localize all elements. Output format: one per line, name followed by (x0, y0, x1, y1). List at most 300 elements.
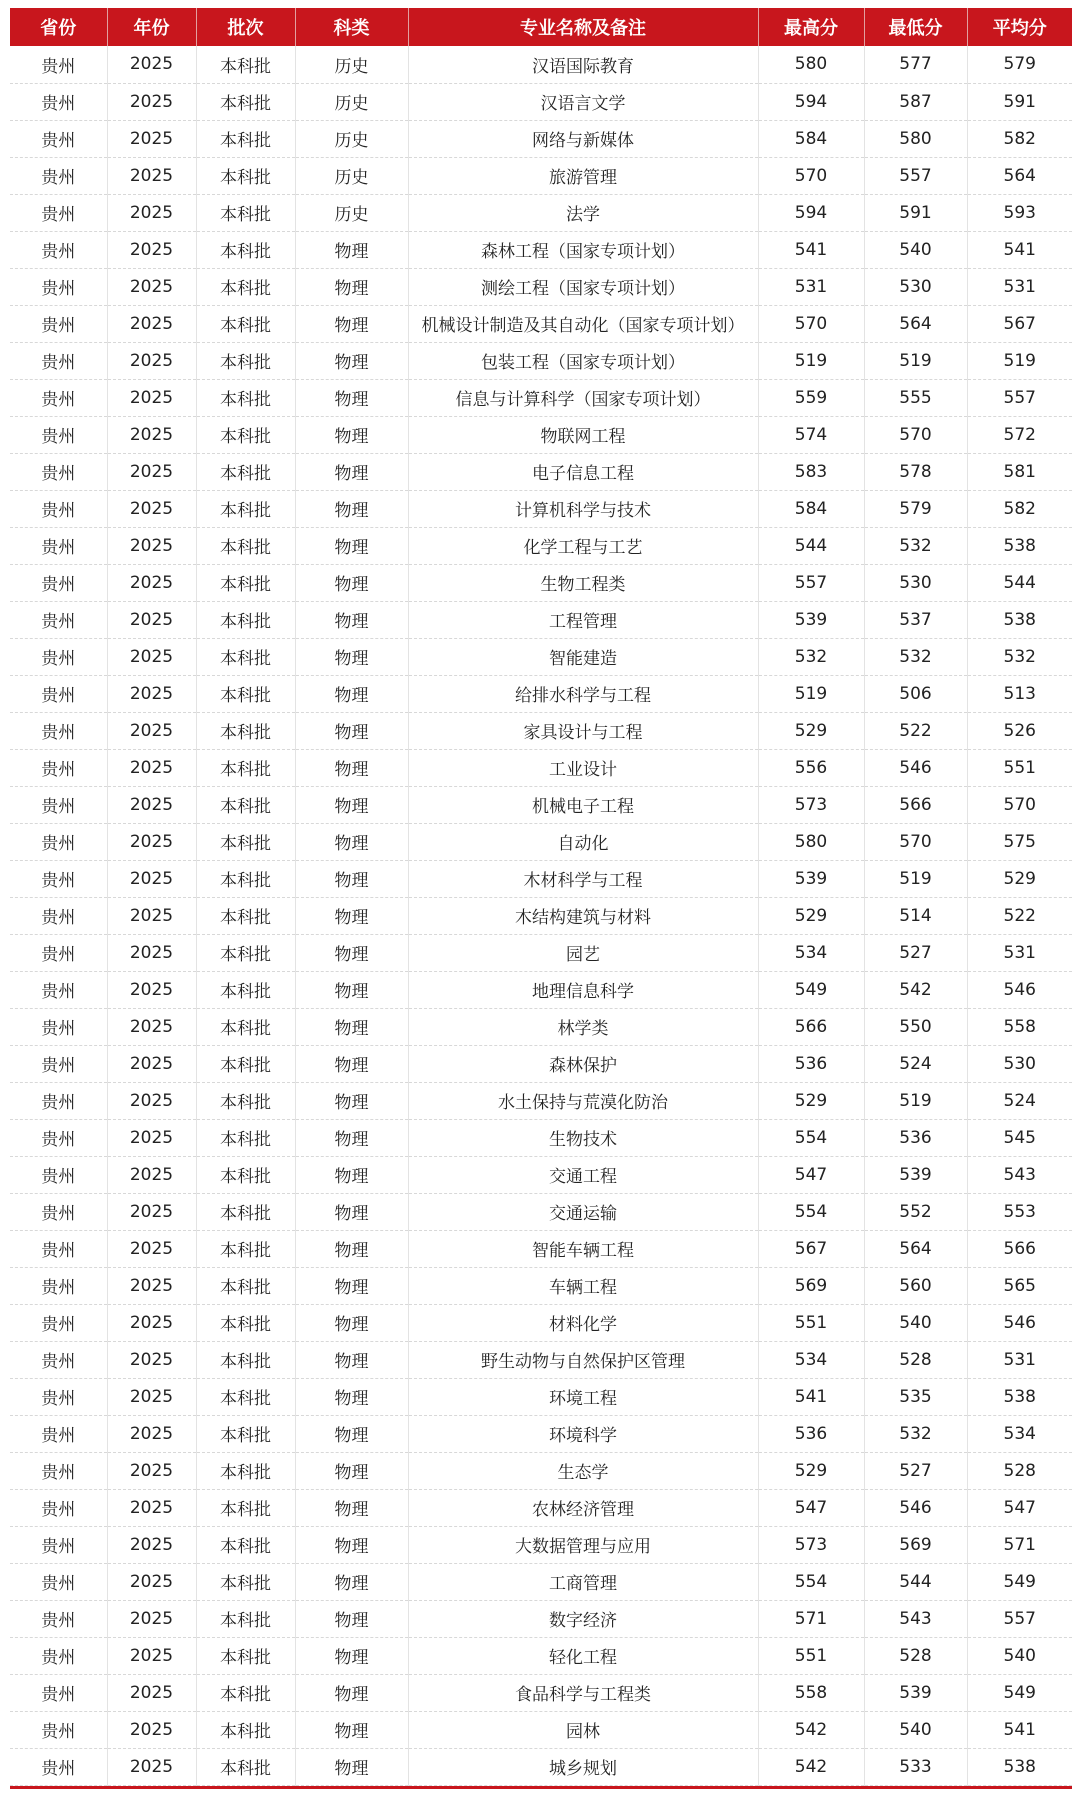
cell-avg-score: 546 (967, 971, 1072, 1008)
cell-year: 2025 (107, 194, 196, 231)
cell-province: 贵州 (10, 342, 107, 379)
cell-province: 贵州 (10, 1452, 107, 1489)
cell-province: 贵州 (10, 860, 107, 897)
cell-batch: 本科批 (196, 1008, 295, 1045)
cell-subject: 历史 (295, 83, 408, 120)
cell-year: 2025 (107, 601, 196, 638)
table-row (10, 1008, 1072, 1045)
cell-batch: 本科批 (196, 1082, 295, 1119)
cell-avg-score: 545 (967, 1119, 1072, 1156)
cell-year: 2025 (107, 490, 196, 527)
cell-batch: 本科批 (196, 194, 295, 231)
cell-year: 2025 (107, 971, 196, 1008)
cell-year: 2025 (107, 1193, 196, 1230)
cell-avg-score: 522 (967, 897, 1072, 934)
cell-major: 家具设计与工程 (408, 712, 758, 749)
cell-major: 汉语国际教育 (408, 46, 758, 83)
cell-year: 2025 (107, 1711, 196, 1748)
cell-province: 贵州 (10, 1563, 107, 1600)
table-row (10, 416, 1072, 453)
table-row (10, 1711, 1072, 1748)
cell-min-score: 540 (864, 231, 967, 268)
cell-avg-score: 582 (967, 490, 1072, 527)
cell-subject: 物理 (295, 305, 408, 342)
cell-max-score: 559 (758, 379, 864, 416)
cell-year: 2025 (107, 1230, 196, 1267)
cell-batch: 本科批 (196, 83, 295, 120)
table-row (10, 46, 1072, 83)
cell-avg-score: 541 (967, 1711, 1072, 1748)
cell-batch: 本科批 (196, 934, 295, 971)
cell-batch: 本科批 (196, 971, 295, 1008)
cell-major: 生态学 (408, 1452, 758, 1489)
cell-batch: 本科批 (196, 1193, 295, 1230)
cell-major: 汉语言文学 (408, 83, 758, 120)
cell-year: 2025 (107, 1674, 196, 1711)
cell-min-score: 552 (864, 1193, 967, 1230)
cell-province: 贵州 (10, 453, 107, 490)
cell-year: 2025 (107, 1378, 196, 1415)
table-bottom-rule (10, 1786, 1072, 1789)
cell-subject: 物理 (295, 564, 408, 601)
table-header-row (10, 8, 1072, 46)
cell-subject: 物理 (295, 268, 408, 305)
cell-avg-score: 558 (967, 1008, 1072, 1045)
cell-avg-score: 513 (967, 675, 1072, 712)
cell-province: 贵州 (10, 527, 107, 564)
cell-max-score: 549 (758, 971, 864, 1008)
header-min-score: 最低分 (864, 8, 967, 46)
table-row (10, 1748, 1072, 1785)
cell-major: 城乡规划 (408, 1748, 758, 1785)
cell-province: 贵州 (10, 1489, 107, 1526)
cell-batch: 本科批 (196, 601, 295, 638)
cell-subject: 物理 (295, 1304, 408, 1341)
cell-subject: 物理 (295, 1526, 408, 1563)
cell-year: 2025 (107, 379, 196, 416)
cell-max-score: 554 (758, 1563, 864, 1600)
cell-min-score: 577 (864, 46, 967, 83)
table-row (10, 786, 1072, 823)
cell-min-score: 537 (864, 601, 967, 638)
cell-major: 化学工程与工艺 (408, 527, 758, 564)
cell-year: 2025 (107, 1267, 196, 1304)
cell-max-score: 551 (758, 1637, 864, 1674)
cell-min-score: 519 (864, 1082, 967, 1119)
cell-major: 大数据管理与应用 (408, 1526, 758, 1563)
table-row (10, 1674, 1072, 1711)
cell-max-score: 570 (758, 157, 864, 194)
cell-batch: 本科批 (196, 1637, 295, 1674)
cell-subject: 物理 (295, 1711, 408, 1748)
cell-avg-score: 546 (967, 1304, 1072, 1341)
cell-batch: 本科批 (196, 46, 295, 83)
cell-major: 林学类 (408, 1008, 758, 1045)
cell-subject: 物理 (295, 490, 408, 527)
cell-province: 贵州 (10, 231, 107, 268)
table-row (10, 231, 1072, 268)
cell-avg-score: 553 (967, 1193, 1072, 1230)
cell-avg-score: 531 (967, 268, 1072, 305)
cell-max-score: 558 (758, 1674, 864, 1711)
cell-min-score: 566 (864, 786, 967, 823)
cell-subject: 物理 (295, 934, 408, 971)
header-year: 年份 (107, 8, 196, 46)
cell-province: 贵州 (10, 1674, 107, 1711)
cell-subject: 物理 (295, 453, 408, 490)
cell-major: 法学 (408, 194, 758, 231)
cell-province: 贵州 (10, 823, 107, 860)
cell-batch: 本科批 (196, 1674, 295, 1711)
admission-score-table (10, 8, 1072, 1786)
cell-batch: 本科批 (196, 453, 295, 490)
cell-subject: 物理 (295, 379, 408, 416)
cell-min-score: 533 (864, 1748, 967, 1785)
cell-province: 贵州 (10, 194, 107, 231)
cell-year: 2025 (107, 268, 196, 305)
cell-major: 机械设计制造及其自动化（国家专项计划） (408, 305, 758, 342)
cell-major: 森林保护 (408, 1045, 758, 1082)
cell-province: 贵州 (10, 1304, 107, 1341)
cell-major: 环境科学 (408, 1415, 758, 1452)
cell-min-score: 519 (864, 860, 967, 897)
cell-avg-score: 543 (967, 1156, 1072, 1193)
cell-province: 贵州 (10, 305, 107, 342)
cell-province: 贵州 (10, 1600, 107, 1637)
cell-min-score: 532 (864, 527, 967, 564)
cell-max-score: 569 (758, 1267, 864, 1304)
cell-avg-score: 581 (967, 453, 1072, 490)
cell-max-score: 519 (758, 675, 864, 712)
cell-batch: 本科批 (196, 1415, 295, 1452)
cell-year: 2025 (107, 1452, 196, 1489)
cell-min-score: 546 (864, 749, 967, 786)
table-row (10, 1452, 1072, 1489)
cell-year: 2025 (107, 749, 196, 786)
cell-year: 2025 (107, 786, 196, 823)
cell-major: 网络与新媒体 (408, 120, 758, 157)
cell-major: 信息与计算科学（国家专项计划） (408, 379, 758, 416)
table-row (10, 1637, 1072, 1674)
table-row (10, 675, 1072, 712)
cell-province: 贵州 (10, 749, 107, 786)
cell-year: 2025 (107, 1341, 196, 1378)
cell-min-score: 530 (864, 268, 967, 305)
cell-subject: 物理 (295, 1082, 408, 1119)
cell-max-score: 547 (758, 1156, 864, 1193)
cell-major: 农林经济管理 (408, 1489, 758, 1526)
cell-max-score: 531 (758, 268, 864, 305)
cell-avg-score: 551 (967, 749, 1072, 786)
cell-max-score: 544 (758, 527, 864, 564)
cell-major: 数字经济 (408, 1600, 758, 1637)
cell-province: 贵州 (10, 638, 107, 675)
cell-avg-score: 526 (967, 712, 1072, 749)
cell-year: 2025 (107, 1082, 196, 1119)
cell-avg-score: 566 (967, 1230, 1072, 1267)
table-row (10, 1267, 1072, 1304)
cell-major: 电子信息工程 (408, 453, 758, 490)
table-row (10, 1600, 1072, 1637)
cell-min-score: 528 (864, 1637, 967, 1674)
cell-min-score: 570 (864, 416, 967, 453)
cell-year: 2025 (107, 46, 196, 83)
cell-year: 2025 (107, 1637, 196, 1674)
cell-subject: 物理 (295, 231, 408, 268)
table-row (10, 1415, 1072, 1452)
cell-avg-score: 540 (967, 1637, 1072, 1674)
cell-avg-score: 538 (967, 527, 1072, 564)
cell-min-score: 579 (864, 490, 967, 527)
cell-min-score: 587 (864, 83, 967, 120)
cell-province: 贵州 (10, 1045, 107, 1082)
cell-subject: 历史 (295, 120, 408, 157)
cell-max-score: 547 (758, 1489, 864, 1526)
cell-min-score: 540 (864, 1711, 967, 1748)
cell-avg-score: 570 (967, 786, 1072, 823)
cell-subject: 物理 (295, 1600, 408, 1637)
cell-province: 贵州 (10, 46, 107, 83)
cell-subject: 物理 (295, 1156, 408, 1193)
cell-province: 贵州 (10, 157, 107, 194)
cell-major: 包装工程（国家专项计划） (408, 342, 758, 379)
cell-year: 2025 (107, 1563, 196, 1600)
cell-province: 贵州 (10, 1082, 107, 1119)
cell-major: 野生动物与自然保护区管理 (408, 1341, 758, 1378)
cell-batch: 本科批 (196, 786, 295, 823)
cell-major: 自动化 (408, 823, 758, 860)
cell-year: 2025 (107, 564, 196, 601)
table-row (10, 342, 1072, 379)
table-row (10, 1526, 1072, 1563)
cell-max-score: 554 (758, 1193, 864, 1230)
cell-year: 2025 (107, 1156, 196, 1193)
cell-subject: 物理 (295, 823, 408, 860)
cell-avg-score: 567 (967, 305, 1072, 342)
table-row (10, 157, 1072, 194)
cell-year: 2025 (107, 416, 196, 453)
cell-batch: 本科批 (196, 749, 295, 786)
cell-min-score: 546 (864, 1489, 967, 1526)
table-row (10, 638, 1072, 675)
cell-subject: 物理 (295, 1230, 408, 1267)
cell-province: 贵州 (10, 1711, 107, 1748)
cell-province: 贵州 (10, 490, 107, 527)
cell-province: 贵州 (10, 971, 107, 1008)
cell-min-score: 536 (864, 1119, 967, 1156)
cell-major: 工程管理 (408, 601, 758, 638)
cell-subject: 物理 (295, 1045, 408, 1082)
cell-avg-score: 547 (967, 1489, 1072, 1526)
table-row (10, 749, 1072, 786)
cell-max-score: 542 (758, 1748, 864, 1785)
cell-max-score: 573 (758, 1526, 864, 1563)
cell-province: 贵州 (10, 416, 107, 453)
cell-max-score: 529 (758, 1082, 864, 1119)
cell-avg-score: 549 (967, 1674, 1072, 1711)
cell-batch: 本科批 (196, 268, 295, 305)
cell-max-score: 573 (758, 786, 864, 823)
cell-year: 2025 (107, 305, 196, 342)
cell-province: 贵州 (10, 83, 107, 120)
cell-batch: 本科批 (196, 1119, 295, 1156)
cell-subject: 物理 (295, 1452, 408, 1489)
cell-major: 食品科学与工程类 (408, 1674, 758, 1711)
cell-avg-score: 593 (967, 194, 1072, 231)
cell-avg-score: 531 (967, 1341, 1072, 1378)
cell-min-score: 564 (864, 1230, 967, 1267)
cell-major: 测绘工程（国家专项计划） (408, 268, 758, 305)
cell-subject: 物理 (295, 749, 408, 786)
table-row (10, 823, 1072, 860)
cell-year: 2025 (107, 1304, 196, 1341)
cell-year: 2025 (107, 527, 196, 564)
cell-major: 材料化学 (408, 1304, 758, 1341)
cell-province: 贵州 (10, 1341, 107, 1378)
cell-major: 环境工程 (408, 1378, 758, 1415)
cell-min-score: 530 (864, 564, 967, 601)
cell-province: 贵州 (10, 1526, 107, 1563)
cell-major: 智能建造 (408, 638, 758, 675)
cell-min-score: 532 (864, 638, 967, 675)
cell-year: 2025 (107, 1489, 196, 1526)
cell-year: 2025 (107, 1119, 196, 1156)
cell-subject: 物理 (295, 1193, 408, 1230)
table-row (10, 453, 1072, 490)
cell-subject: 物理 (295, 1563, 408, 1600)
cell-major: 物联网工程 (408, 416, 758, 453)
cell-province: 贵州 (10, 1267, 107, 1304)
cell-batch: 本科批 (196, 1711, 295, 1748)
cell-province: 贵州 (10, 564, 107, 601)
cell-avg-score: 565 (967, 1267, 1072, 1304)
cell-max-score: 551 (758, 1304, 864, 1341)
table-body (10, 46, 1072, 1785)
header-province: 省份 (10, 8, 107, 46)
table-row (10, 1304, 1072, 1341)
cell-batch: 本科批 (196, 1156, 295, 1193)
cell-major: 森林工程（国家专项计划） (408, 231, 758, 268)
cell-batch: 本科批 (196, 120, 295, 157)
cell-subject: 物理 (295, 1674, 408, 1711)
cell-avg-score: 575 (967, 823, 1072, 860)
cell-min-score: 557 (864, 157, 967, 194)
table-row (10, 1230, 1072, 1267)
cell-avg-score: 582 (967, 120, 1072, 157)
table-row (10, 305, 1072, 342)
cell-min-score: 514 (864, 897, 967, 934)
cell-min-score: 540 (864, 1304, 967, 1341)
cell-batch: 本科批 (196, 305, 295, 342)
cell-province: 贵州 (10, 1156, 107, 1193)
cell-max-score: 539 (758, 601, 864, 638)
cell-subject: 物理 (295, 416, 408, 453)
cell-major: 交通运输 (408, 1193, 758, 1230)
cell-min-score: 532 (864, 1415, 967, 1452)
cell-year: 2025 (107, 453, 196, 490)
cell-avg-score: 528 (967, 1452, 1072, 1489)
cell-major: 交通工程 (408, 1156, 758, 1193)
cell-max-score: 554 (758, 1119, 864, 1156)
cell-major: 旅游管理 (408, 157, 758, 194)
cell-year: 2025 (107, 157, 196, 194)
cell-year: 2025 (107, 638, 196, 675)
cell-batch: 本科批 (196, 157, 295, 194)
cell-subject: 物理 (295, 1637, 408, 1674)
cell-max-score: 536 (758, 1045, 864, 1082)
table-row (10, 897, 1072, 934)
cell-batch: 本科批 (196, 1230, 295, 1267)
cell-province: 贵州 (10, 675, 107, 712)
cell-min-score: 522 (864, 712, 967, 749)
table-row (10, 971, 1072, 1008)
cell-province: 贵州 (10, 1119, 107, 1156)
cell-major: 车辆工程 (408, 1267, 758, 1304)
cell-batch: 本科批 (196, 1563, 295, 1600)
cell-batch: 本科批 (196, 1378, 295, 1415)
table-row (10, 194, 1072, 231)
table-row (10, 601, 1072, 638)
cell-avg-score: 530 (967, 1045, 1072, 1082)
cell-min-score: 506 (864, 675, 967, 712)
cell-batch: 本科批 (196, 231, 295, 268)
cell-min-score: 539 (864, 1674, 967, 1711)
cell-max-score: 536 (758, 1415, 864, 1452)
cell-batch: 本科批 (196, 1304, 295, 1341)
cell-batch: 本科批 (196, 342, 295, 379)
cell-max-score: 580 (758, 823, 864, 860)
table-row (10, 712, 1072, 749)
cell-min-score: 564 (864, 305, 967, 342)
cell-batch: 本科批 (196, 379, 295, 416)
cell-subject: 物理 (295, 786, 408, 823)
cell-max-score: 532 (758, 638, 864, 675)
cell-batch: 本科批 (196, 1341, 295, 1378)
cell-subject: 物理 (295, 860, 408, 897)
cell-subject: 物理 (295, 971, 408, 1008)
cell-batch: 本科批 (196, 897, 295, 934)
cell-subject: 物理 (295, 1008, 408, 1045)
cell-max-score: 594 (758, 83, 864, 120)
header-subject: 科类 (295, 8, 408, 46)
cell-batch: 本科批 (196, 1045, 295, 1082)
cell-major: 轻化工程 (408, 1637, 758, 1674)
cell-subject: 物理 (295, 527, 408, 564)
cell-year: 2025 (107, 1045, 196, 1082)
cell-min-score: 550 (864, 1008, 967, 1045)
cell-province: 贵州 (10, 1193, 107, 1230)
table-row (10, 1378, 1072, 1415)
cell-min-score: 528 (864, 1341, 967, 1378)
cell-batch: 本科批 (196, 823, 295, 860)
cell-major: 工业设计 (408, 749, 758, 786)
cell-year: 2025 (107, 675, 196, 712)
cell-max-score: 574 (758, 416, 864, 453)
cell-major: 智能车辆工程 (408, 1230, 758, 1267)
cell-subject: 物理 (295, 638, 408, 675)
cell-batch: 本科批 (196, 564, 295, 601)
cell-subject: 物理 (295, 1267, 408, 1304)
cell-min-score: 527 (864, 1452, 967, 1489)
cell-min-score: 539 (864, 1156, 967, 1193)
table-row (10, 1156, 1072, 1193)
cell-year: 2025 (107, 1748, 196, 1785)
cell-province: 贵州 (10, 379, 107, 416)
header-major: 专业名称及备注 (408, 8, 758, 46)
cell-batch: 本科批 (196, 860, 295, 897)
cell-max-score: 529 (758, 897, 864, 934)
cell-avg-score: 571 (967, 1526, 1072, 1563)
